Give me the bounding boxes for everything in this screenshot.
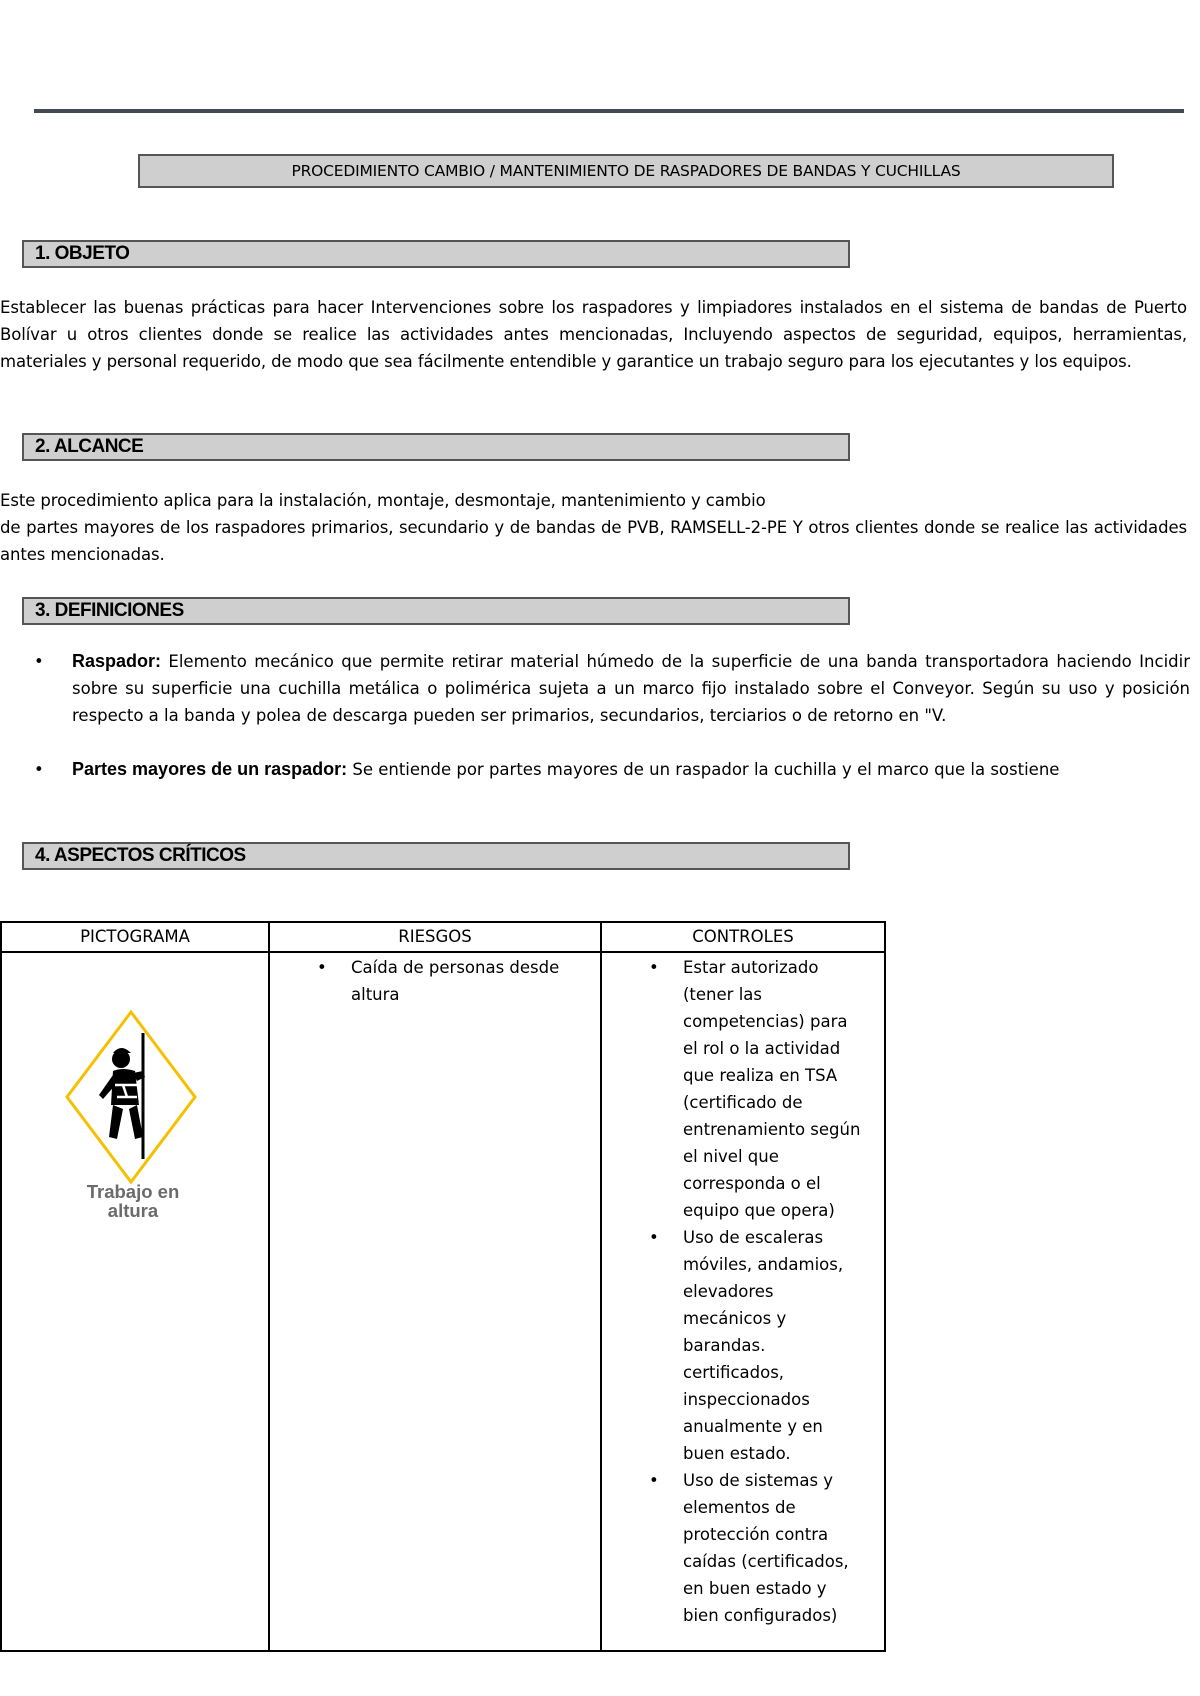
definition-term: Partes mayores de un raspador: [72,759,348,779]
pictogram [3,954,267,1221]
pictogram-cell [1,952,269,1651]
bullet-icon: • [34,652,44,671]
definition-text: Se entiende por partes mayores de un raspador la cuchilla y el marco que la sostiene [347,760,1060,779]
alcance-line-2: de partes mayores de los raspadores primarios, secundario y de bandas de PVB, RAMSELL-2-PE Y otros clientes donde se realice las actividades antes mencionadas. [0,518,1187,564]
controles-cell [601,952,885,1651]
fall-protection-worker-icon [61,1009,201,1184]
list-item [271,954,599,1008]
column-header-controles: CONTROLES [601,922,885,952]
document-title: PROCEDIMIENTO CAMBIO / MANTENIMIENTO DE RASPADORES DE BANDAS Y CUCHILLAS [138,154,1114,188]
alcance-paragraph [0,487,1187,568]
critical-aspects-table [0,921,886,1652]
pictogram-label: Trabajo en altura [86,1181,180,1221]
control-text: Estar autorizado (tener las competencias) para el rol o la actividad que realiza en TSA (certificado de entrenamiento según el nivel que corresponda o el equipo que opera) [683,958,861,1220]
riesgos-cell [269,952,601,1651]
alcance-line-1: Este procedimiento aplica para la instalación, montaje, desmontaje, mantenimiento y cambio [0,491,766,510]
section-heading-alcance: 2. ALCANCE [22,433,850,461]
bullet-icon: • [649,958,659,977]
bullet-icon: • [34,760,44,779]
list-item [603,954,861,1224]
section-heading-definiciones: 3. DEFINICIONES [22,597,850,625]
table-header-row [1,922,885,952]
objeto-paragraph [0,294,1187,375]
bullet-icon: • [317,958,327,977]
control-text: Uso de sistemas y elementos de protección contra caídas (certificados, en buen estado y bien configurados) [683,1471,849,1625]
definition-item [0,648,1190,729]
list-item [603,1467,861,1629]
table-row [1,952,885,1651]
objeto-text: Establecer las buenas prácticas para hacer Intervenciones sobre los raspadores y limpiadores instalados en el sistema de bandas de Puerto Bolívar u otros clientes donde se realice las actividades antes mencionadas, Incluyendo aspectos de seguridad, equipos, herramientas, materiales y personal requerido, de modo que sea fácilmente entendible y garantice un trabajo seguro para los ejecutantes y los equipos. [0,298,1187,371]
list-item [603,1224,861,1467]
definitions-list [0,648,1190,783]
section-heading-objeto: 1. OBJETO [22,240,850,268]
controles-list [603,954,883,1629]
column-header-riesgos: RIESGOS [269,922,601,952]
header-rule [34,109,1184,113]
definition-term: Raspador: [72,651,162,671]
section-heading-aspectos: 4. ASPECTOS CRÍTICOS [22,842,850,870]
control-text: Uso de escaleras móviles, andamios, elevadores mecánicos y barandas. certificados, inspeccionados anualmente y en buen estado. [683,1228,844,1463]
riesgos-list [271,954,599,1008]
column-header-pictograma: PICTOGRAMA [1,922,269,952]
definition-item [0,756,1190,783]
bullet-icon: • [649,1228,659,1247]
definition-text: Elemento mecánico que permite retirar material húmedo de la superficie de una banda transportadora haciendo Incidir sobre su superficie una cuchilla metálica o polimérica sujeta a un marco fijo instalado sobre el Conveyor. Según su uso y posición respecto a la banda y polea de descarga pueden ser primarios, secundarios, terciarios o de retorno en "V. [72,652,1190,725]
risk-text: Caída de personas desde altura [351,958,560,1004]
bullet-icon: • [649,1471,659,1490]
